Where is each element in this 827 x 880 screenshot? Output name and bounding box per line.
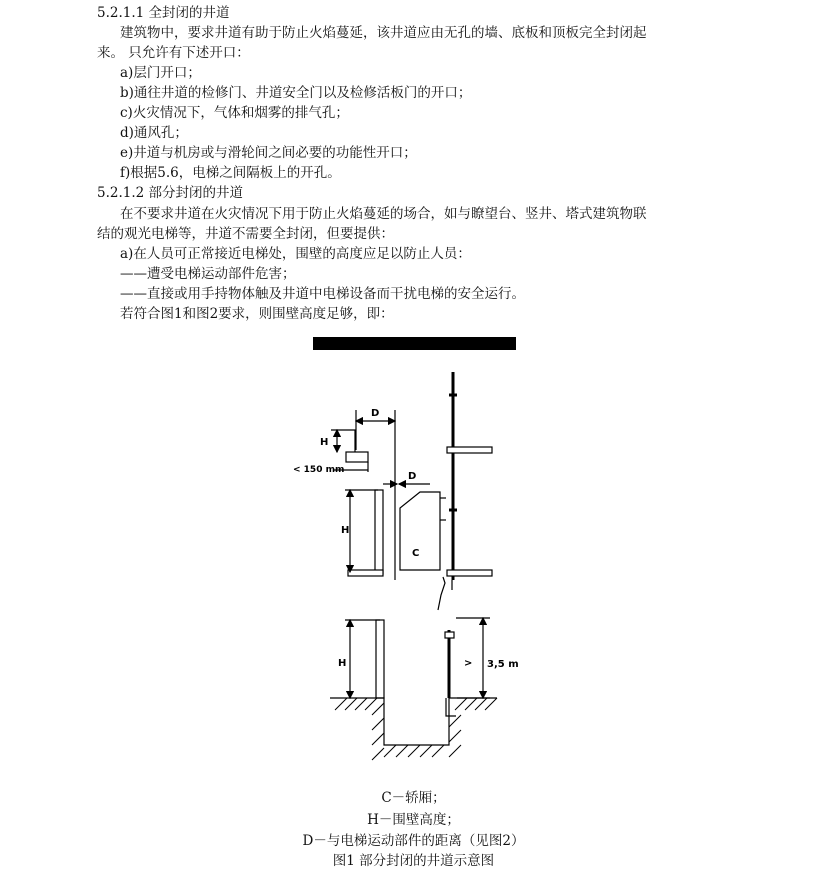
floor-slab bbox=[447, 570, 492, 576]
enclosure-top bbox=[346, 452, 368, 462]
elevator-car bbox=[400, 492, 440, 570]
figure-caption: 图1 部分封闭的井道示意图 bbox=[332, 853, 495, 869]
legend-c: C－轿厢； bbox=[381, 790, 446, 806]
list-item: c)火灾情况下，气体和烟雾的排气孔； bbox=[120, 105, 349, 121]
enclosure-middle bbox=[375, 490, 383, 574]
list-item: b)通往井道的检修门、井道安全门以及检修活板门的开口； bbox=[120, 85, 472, 101]
list-item: a)层门开口； bbox=[120, 65, 201, 81]
label-H-bottom: H bbox=[338, 658, 347, 669]
list-item: f)根据5.6，电梯之间隔板上的开孔。 bbox=[120, 165, 341, 181]
label-D-top: D bbox=[371, 408, 380, 419]
paragraph-line: 来。 只允许有下述开口： bbox=[97, 45, 250, 61]
list-item: d)通风孔； bbox=[120, 125, 188, 141]
section-heading-5-2-1-1: 5.2.1.1 全封闭的井道 bbox=[97, 5, 230, 21]
legend-h: H－围壁高度； bbox=[367, 812, 460, 828]
label-3-5m: 3,5 m bbox=[487, 659, 519, 670]
dash-item: ——遭受电梯运动部件危害； bbox=[120, 266, 296, 282]
label-H-mid: H bbox=[341, 525, 350, 536]
floor-slab bbox=[447, 447, 492, 453]
section-heading-5-2-1-2: 5.2.1.2 部分封闭的井道 bbox=[97, 185, 244, 201]
pit-outline bbox=[330, 698, 497, 745]
list-item: e)井道与机房或与滑轮间之间必要的功能性开口； bbox=[120, 145, 417, 161]
label-150mm: < 150 mm bbox=[293, 465, 345, 475]
label-C: C bbox=[412, 548, 420, 559]
paragraph-line: 建筑物中，要求井道有助于防止火焰蔓延，该井道应由无孔的墙、底板和顶板完全封闭起 bbox=[120, 25, 647, 41]
dash-item: ——直接或用手持物体触及井道中电梯设备而干扰电梯的安全运行。 bbox=[120, 286, 525, 302]
paragraph-line: 若符合图1和图2要求，则围壁高度足够，即： bbox=[120, 306, 394, 322]
enclosure-bottom bbox=[376, 620, 384, 698]
list-item: a)在人员可正常接近电梯处，围壁的高度应足以防止人员： bbox=[120, 246, 471, 262]
paragraph-line: 在不要求井道在火灾情况下用于防止火焰蔓延的场合，如与瞭望台、竖井、塔式建筑物联 bbox=[120, 206, 647, 222]
label-gt: > bbox=[464, 658, 473, 669]
label-H-top: H bbox=[320, 437, 329, 448]
label-D-mid: D bbox=[408, 471, 417, 482]
paragraph-line: 结的观光电梯等，井道不需要全封闭，但要提供： bbox=[97, 226, 394, 242]
legend-d: D－与电梯运动部件的距离（见图2） bbox=[302, 833, 525, 849]
